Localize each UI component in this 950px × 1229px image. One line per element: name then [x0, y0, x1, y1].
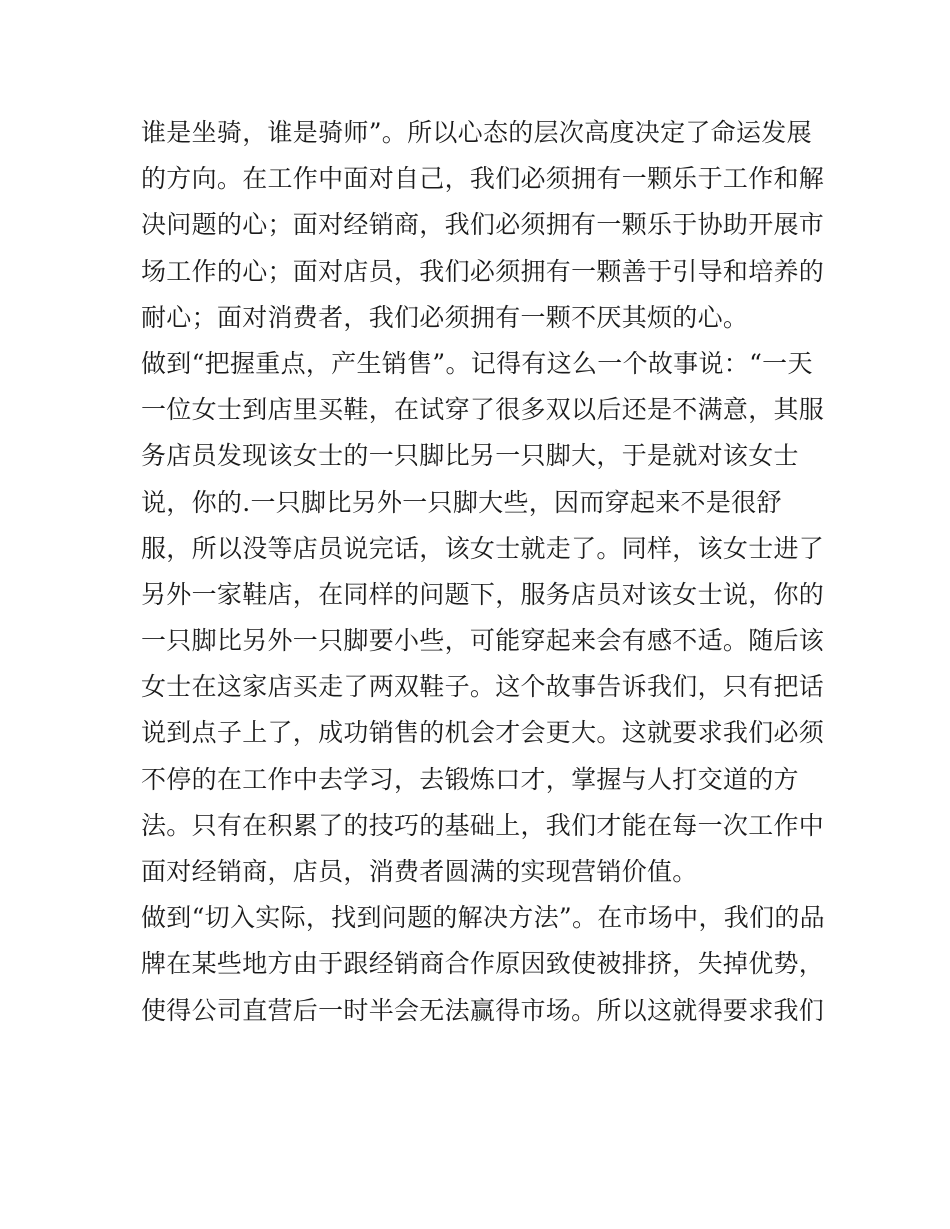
text-line: 做到“把握重点，产生销售”。记得有这么一个故事说：“一天 [141, 348, 813, 378]
text-line: 女士在这家店买走了两双鞋子。这个故事告诉我们，只有把话 [141, 672, 825, 702]
text-line: 使得公司直营后一时半会无法赢得市场。所以这就得要求我们 [141, 995, 825, 1025]
text-line: 不停的在工作中去学习，去锻炼口才，掌握与人打交道的方 [141, 764, 799, 794]
text-line: 说到点子上了，成功销售的机会才会更大。这就要求我们必须 [141, 718, 825, 748]
text-line: 决问题的心；面对经销商，我们必须拥有一颗乐于协助开展市 [141, 210, 825, 240]
text-line: 务店员发现该女士的一只脚比另一只脚大，于是就对该女士 [141, 441, 799, 471]
text-line: 耐心；面对消费者，我们必须拥有一颗不厌其烦的心。 [141, 302, 749, 332]
text-line: 做到“切入实际，找到问题的解决方法”。在市场中，我们的品 [141, 903, 825, 933]
text-line: 牌在某些地方由于跟经销商合作原因致使被排挤，失掉优势， [141, 949, 825, 979]
text-line: 说，你的.一只脚比另外一只脚大些，因而穿起来不是很舒 [141, 487, 782, 517]
text-line: 面对经销商，店员，消费者圆满的实现营销价值。 [141, 857, 698, 886]
text-line: 谁是坐骑，谁是骑师”。所以心态的层次高度决定了命运发展 [141, 118, 812, 147]
text-line: 另外一家鞋店，在同样的问题下，服务店员对该女士说，你的 [141, 579, 825, 609]
body-text [141, 110, 825, 1034]
text-line: 法。只有在积累了的技巧的基础上，我们才能在每一次工作中 [141, 810, 825, 840]
text-line: 一只脚比另外一只脚要小些，可能穿起来会有感不适。随后该 [141, 626, 825, 656]
text-line: 场工作的心；面对店员，我们必须拥有一颗善于引导和培养的 [141, 256, 825, 286]
text-line: 的方向。在工作中面对自己，我们必须拥有一颗乐于工作和解 [141, 164, 825, 194]
text-line: 服，所以没等店员说完话，该女士就走了。同样，该女士进了 [141, 533, 825, 563]
text-line: 一位女士到店里买鞋，在试穿了很多双以后还是不满意，其服 [141, 395, 825, 425]
